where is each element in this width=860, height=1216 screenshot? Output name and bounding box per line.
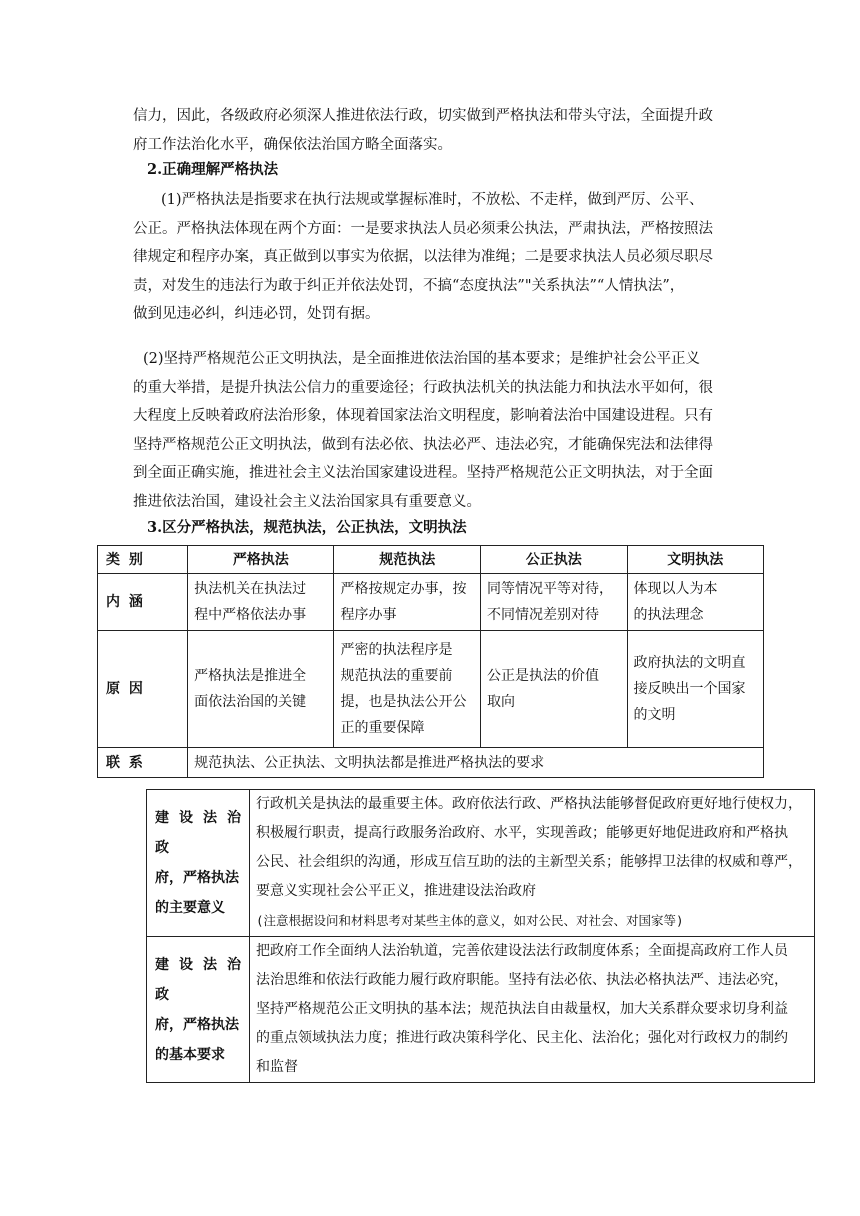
note-line: (注意根据设问和材料思考对某些主体的意义，如对公民、对社会、对国家等) [256, 913, 684, 928]
header-cell: 公正执法 [480, 546, 627, 574]
table-cell [480, 574, 627, 631]
table-row [147, 790, 815, 937]
cell-line: 公正是执法的价值 [486, 668, 599, 684]
cell-line: 法治思维和依法行政能力履行政府职能。坚持有法必依、执法必格执法严、违法必究， [256, 972, 788, 988]
cell-line: 坚持严格规范公正文明执的基本法；规范执法自由裁量权，加大关系群众要求切身利益 [256, 1001, 788, 1017]
cell-line: 积极履行职责，提高行政服务治政府、水平，实现善政；能够更好地促进政府和严格执 [256, 825, 788, 841]
header-cell: 规范执法 [334, 546, 481, 574]
cell-line: 和监督 [256, 1059, 298, 1075]
section-2-paragraph-2 [133, 345, 733, 516]
label-line: 建 设 法 治 政 [155, 956, 241, 1003]
header-cell: 严格执法 [188, 546, 334, 574]
cell-line: 政府执法的文明直 [633, 655, 746, 671]
cell-line: 的文明 [633, 707, 676, 723]
table-cell [250, 937, 815, 1083]
cell-line: 程中严格依法办事 [194, 607, 307, 623]
intro-paragraph [133, 102, 733, 159]
table-row [98, 748, 764, 778]
table-cell [188, 574, 334, 631]
cell-line: 不同情况差别对待 [486, 607, 599, 623]
para-line: (2)坚持严格规范公正文明执法，是全面推进依法治国的基本要求；是维护社会公平正义 [143, 351, 701, 367]
cell-line: 提，也是执法公开公 [340, 694, 467, 710]
cell-line: 的重点领域执法力度；推进行政决策科学化、民主化、法治化；强化对行政权力的制约 [256, 1030, 788, 1046]
para-line: 做到见违必纠，纠违必罚，处罚有据。 [133, 306, 380, 322]
row-label [147, 790, 250, 937]
cell-line: 执法机关在执法过 [194, 581, 307, 597]
significance-table [146, 789, 815, 1083]
cell-line: 公民、社会组织的沟通，形成互信互助的法的主新型关系；能够捍卫法律的权威和尊严， [256, 854, 802, 870]
label-line: 的主要意义 [155, 900, 225, 916]
table-cell [627, 631, 764, 748]
table-row [98, 574, 764, 631]
cell-line: 接反映出一个国家 [633, 681, 746, 697]
table-row [147, 937, 815, 1083]
para-line: 大程度上反映着政府法治形象，体现着国家法治文明程度，影响着法治中国建设进程。只有 [133, 408, 713, 424]
label-line: 的基本要求 [155, 1046, 225, 1063]
cell-line: 的执法理念 [633, 607, 704, 623]
label-line: 建 设 法 治 政 [155, 810, 241, 856]
section-3-heading: 3.区分严格执法，规范执法，公正执法，文明执法 [147, 519, 467, 536]
cell-line: 行政机关是执法的最重要主体。政府依法行政、严格执法能够督促政府更好地行使权力， [256, 796, 802, 812]
para-line: 推进依法治国，建设社会主义法治国家具有重要意义。 [133, 493, 481, 510]
row-label: 联 系 [98, 748, 188, 778]
table-header-row [98, 546, 764, 574]
section-2-heading: 2.正确理解严格执法 [147, 161, 279, 178]
cell-line: 把政府工作全面纳人法治轨道，完善依建设法法行政制度体系；全面提高政府工作人员 [256, 943, 788, 959]
para-line: (1)严格执法是指要求在执行法规或掌握标准时，不放松、不走样，做到严厉、公平、 [161, 192, 704, 208]
cell-line: 取向 [486, 694, 515, 710]
row-label: 内 涵 [98, 574, 188, 631]
table-cell: 规范执法、公正执法、文明执法都是推进严格执法的要求 [188, 748, 764, 778]
para-line: 到全面正确实施，推进社会主义法治国家建设进程。坚持严格规范公正文明执法，对于全面 [133, 465, 713, 481]
header-cell: 文明执法 [627, 546, 764, 574]
para-line: 坚持严格规范公正文明执法，做到有法必依、执法必严、违法必究，才能确保宪法和法律得 [133, 436, 713, 453]
table-cell [627, 574, 764, 631]
label-line: 府，严格执法 [155, 1016, 239, 1033]
cell-line: 严格按规定办事，按 [340, 581, 467, 597]
table-cell [334, 574, 481, 631]
table-cell [250, 790, 815, 937]
cell-line: 规范执法的重要前 [340, 668, 453, 684]
para-line: 的重大举措，是提升执法公信力的重要途径；行政执法机关的执法能力和执法水平如何，很 [133, 379, 713, 396]
intro-line: 府工作法治化水平，确保依法治国方略全面落实。 [133, 136, 452, 153]
cell-line: 要意义实现社会公平正义，推进建设法治政府 [256, 883, 536, 899]
comparison-table [97, 545, 764, 778]
row-label: 原 因 [98, 631, 188, 748]
cell-line: 面依法治国的关键 [194, 694, 307, 710]
table-row [98, 631, 764, 748]
section-2-paragraph-1 [133, 186, 733, 329]
para-line: 责，对发生的违法行为敢于纠正并依法处罚，不搞“态度执法”"关系执法”“人情执法”， [133, 277, 685, 294]
table-cell [188, 631, 334, 748]
cell-line: 体现以人为本 [633, 581, 718, 597]
table-cell [480, 631, 627, 748]
para-line: 公正。严格执法体现在两个方面：一是要求执法人员必须秉公执法，严肃执法，严格按照法 [133, 220, 713, 237]
intro-line: 信力，因此，各级政府必须深人推进依法行政，切实做到严格执法和带头守法，全面提升政 [133, 108, 713, 124]
label-line: 府，严格执法 [155, 870, 239, 886]
cell-line: 严格执法是推进全 [194, 668, 307, 684]
header-cell-category: 类 别 [98, 546, 188, 574]
para-line: 律规定和程序办案，真正做到以事实为依据，以法律为准绳；二是要求执法人员必须尽职尽 [133, 249, 713, 265]
cell-line: 正的重要保障 [340, 720, 425, 736]
cell-line: 严密的执法程序是 [340, 642, 453, 658]
cell-line: 同等情况平等对待， [486, 581, 613, 597]
table-cell [334, 631, 481, 748]
cell-line: 程序办事 [340, 607, 397, 623]
row-label [147, 937, 250, 1083]
